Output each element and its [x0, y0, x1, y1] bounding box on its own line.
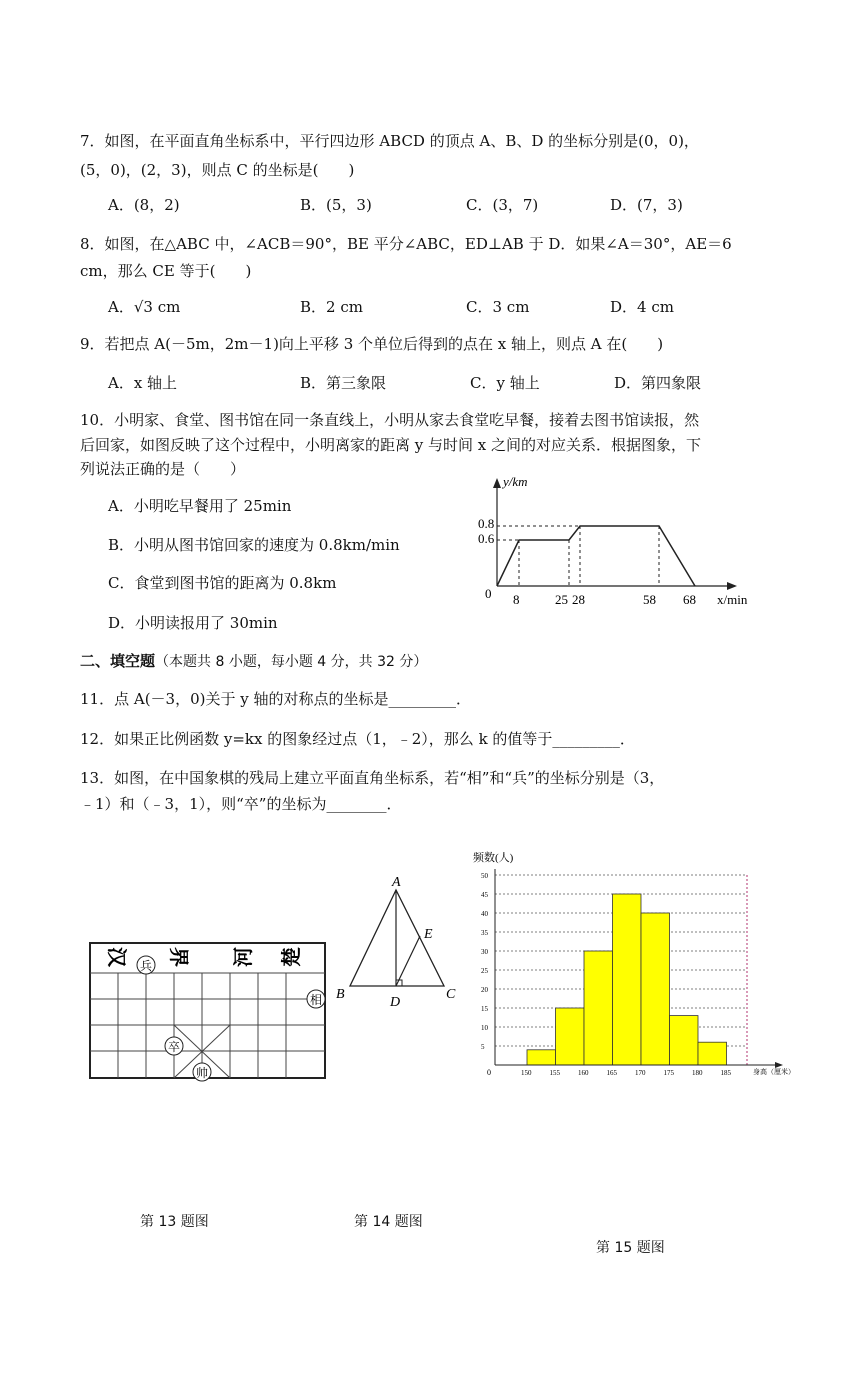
piece-shuai — [193, 1063, 211, 1081]
q8-option-a: A．√3 cm — [108, 298, 181, 316]
graph10-ylabel: y/km — [503, 474, 528, 489]
histogram-bar — [613, 894, 642, 1065]
vertex-b: B — [336, 987, 345, 1002]
caption-fig15: 第 15 题图 — [596, 1240, 665, 1256]
point-d: D — [390, 995, 401, 1010]
histogram-bar — [698, 1042, 727, 1065]
distance-time-graph — [475, 470, 765, 610]
histogram-ytick-label: 50 — [481, 872, 488, 880]
q10-option-d: D．小明读报用了 30min — [108, 614, 278, 632]
histogram-ytick-label: 20 — [481, 986, 488, 994]
graph10-xlabel: x/min — [717, 592, 748, 607]
river-text-he: 河 — [233, 947, 255, 967]
graph10-xtick-68: 68 — [683, 592, 696, 607]
q7-option-a: A．(8，2) — [108, 196, 180, 214]
histogram-xtick-label: 160 — [578, 1069, 589, 1077]
graph10-path — [497, 526, 695, 586]
vertex-a: A — [392, 875, 401, 890]
graph10-xtick-25: 25 — [555, 592, 568, 607]
q13-line2: ﹣1）和（﹣3，1），则“卒”的坐标为________． — [80, 795, 402, 813]
q10-line2: 后回家，如图反映了这个过程中，小明离家的距离 y 与时间 x 之间的对应关系．根据图象，下 — [80, 436, 702, 454]
svg-text:相: 相 — [310, 993, 323, 1007]
graph10-xtick-58: 58 — [643, 592, 656, 607]
piece-zu — [165, 1037, 183, 1055]
graph10-xtick-28: 28 — [572, 592, 585, 607]
histogram-ytick-label: 45 — [481, 891, 488, 899]
histogram-origin: 0 — [487, 1068, 491, 1077]
q9-option-b: B．第三象限 — [300, 374, 387, 392]
river-text-han: 汉 — [105, 947, 127, 967]
q12: 12．如果正比例函数 y=kx 的图象经过点（1，﹣2），那么 k 的值等于_________． — [80, 730, 635, 748]
q10-option-a: A．小明吃早餐用了 25min — [108, 497, 292, 515]
histogram-ytick-label: 5 — [481, 1043, 485, 1051]
section-2-heading — [80, 650, 427, 671]
section-2-note: （本题共 8 小题，每小题 4 分，共 32 分） — [155, 654, 428, 670]
q10-line1: 10．小明家、食堂、图书馆在同一条直线上，小明从家去食堂吃早餐，接着去图书馆读报，然 — [80, 411, 700, 429]
graph10-ytick-08: 0.8 — [478, 516, 495, 531]
histogram-ytick-label: 15 — [481, 1005, 488, 1013]
q10-line3: 列说法正确的是（ ） — [80, 460, 246, 478]
piece-bing — [137, 956, 155, 974]
histogram-xtick-label: 170 — [635, 1069, 646, 1077]
histogram-bar — [584, 951, 613, 1065]
q8-line2: cm，那么 CE 等于( ) — [80, 262, 252, 280]
piece-xiang — [307, 990, 325, 1008]
q11: 11．点 A(－3，0)关于 y 轴的对称点的坐标是_________． — [80, 690, 471, 708]
svg-text:帅: 帅 — [196, 1066, 209, 1080]
q10-option-c: C．食堂到图书馆的距离为 0.8km — [108, 574, 337, 592]
histogram-xtick-label: 155 — [549, 1069, 560, 1077]
q8-option-b: B．2 cm — [300, 298, 363, 316]
q13-line1: 13．如图，在中国象棋的残局上建立平面直角坐标系，若“相”和“兵”的坐标分别是（3， — [80, 769, 665, 787]
graph10-origin: 0 — [485, 586, 492, 601]
histogram-ytick-label: 30 — [481, 948, 488, 956]
graph10-ytick-06: 0.6 — [478, 531, 495, 546]
q7-line1: 7．如图，在平面直角坐标系中，平行四边形 ABCD 的顶点 A、B、D 的坐标分别是(0，0)， — [80, 132, 699, 150]
histogram-bar — [641, 913, 670, 1065]
histogram-xtick-label: 150 — [521, 1069, 532, 1077]
caption-fig13: 第 13 题图 — [140, 1214, 209, 1230]
q10-option-b: B．小明从图书馆回家的速度为 0.8km/min — [108, 536, 400, 554]
q8-option-c: C．3 cm — [466, 298, 530, 316]
q9-line1: 9．若把点 A(－5m，2m－1)向上平移 3 个单位后得到的点在 x 轴上，则点 A 在( ) — [80, 335, 664, 353]
histogram-xtick-label: 185 — [720, 1069, 731, 1077]
histogram-ytick-label: 35 — [481, 929, 488, 937]
histogram-bar — [527, 1050, 556, 1065]
histogram-ylabel: 频数(人) — [473, 852, 514, 864]
histogram-ytick-label: 40 — [481, 910, 488, 918]
q7-option-d: D．(7，3) — [610, 196, 683, 214]
q7-option-b: B．(5，3) — [300, 196, 372, 214]
river-text-jie: 界 — [167, 947, 189, 967]
histogram-bar — [556, 1008, 585, 1065]
triangle-figure — [332, 868, 462, 1018]
graph10-xtick-8: 8 — [513, 592, 520, 607]
histogram-ytick-label: 10 — [481, 1024, 488, 1032]
histogram-ytick-label: 25 — [481, 967, 488, 975]
histogram-xtick-label: 165 — [606, 1069, 617, 1077]
point-e: E — [424, 927, 433, 942]
q8-line1: 8．如图，在△ABC 中，∠ACB＝90°，BE 平分∠ABC，ED⊥AB 于 D．如果∠A＝30°，AE＝6 — [80, 235, 732, 253]
caption-fig14: 第 14 题图 — [354, 1214, 423, 1230]
section-2-title: 二、填空题 — [80, 652, 156, 670]
q7-line2: (5，0)，(2，3)，则点 C 的坐标是( ) — [80, 161, 355, 179]
height-histogram — [465, 845, 795, 1085]
svg-text:兵: 兵 — [140, 959, 153, 973]
q7-option-c: C．(3，7) — [466, 196, 539, 214]
svg-text:卒: 卒 — [168, 1040, 181, 1054]
histogram-bar — [670, 1016, 699, 1065]
river-text-chu: 楚 — [281, 947, 303, 967]
q8-option-d: D．4 cm — [610, 298, 674, 316]
histogram-xtick-label: 180 — [692, 1069, 703, 1077]
q9-option-c: C．y 轴上 — [470, 374, 540, 392]
q9-option-a: A．x 轴上 — [108, 374, 178, 392]
chess-board-figure — [80, 935, 330, 1085]
histogram-xlabel: 身高（厘米） — [753, 1068, 795, 1076]
histogram-xtick-label: 175 — [663, 1069, 674, 1077]
vertex-c: C — [446, 987, 456, 1002]
q9-option-d: D．第四象限 — [614, 374, 702, 392]
